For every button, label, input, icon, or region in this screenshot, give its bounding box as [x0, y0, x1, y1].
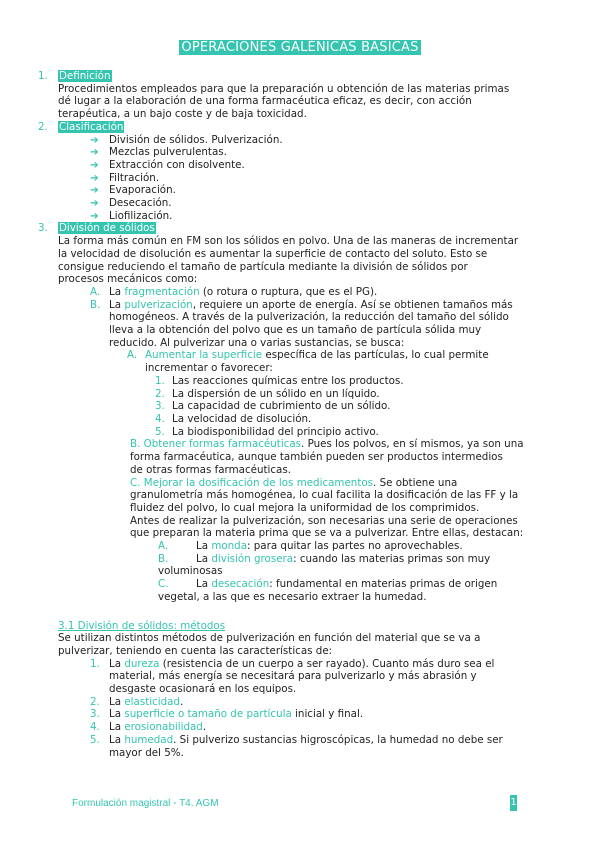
paragraph-line: lleva a la obtención del polvo que es un tamaño de partícula sólida muy — [109, 324, 482, 337]
list-item: 4. La erosionabilidad. — [90, 721, 207, 734]
list-item: 5. La biodisponibilidad del principio activo. — [155, 425, 379, 438]
list-item: 1. Las reacciones químicas entre los productos. — [155, 374, 404, 387]
paragraph-line: Antes de realizar la pulverización, son necesarias una serie de operaciones — [130, 514, 518, 527]
section-heading: 2. Clasificación — [38, 120, 124, 133]
term-b-highlight: división grosera — [211, 552, 294, 565]
list-item: 5. La humedad. Si pulverizo sustancias higroscópicas, la humedad no debe ser — [90, 733, 503, 746]
list-item: A. La fragmentación (o rotura o ruptura, que es el PG). — [90, 285, 378, 298]
paragraph-line: forma farmacéutica, aunque también pueden ser productos intermedios — [130, 451, 503, 464]
arrow-icon: ➔ — [90, 171, 99, 184]
list-item: 3. La capacidad de cubrimiento de un sólido. — [155, 400, 391, 413]
arrow-icon: ➔ — [90, 133, 99, 146]
list-item: ➔ Filtración. — [90, 171, 160, 184]
list-item: ➔ División de sólidos. Pulverización. — [90, 133, 283, 146]
paragraph-line: consigue reduciendo el tamaño de partícula mediante la división de sólidos por — [58, 260, 468, 273]
list-item: 3. La superficie o tamaño de partícula inicial y final. — [90, 708, 364, 721]
arrow-icon: ➔ — [90, 197, 99, 210]
list-item: B. La división grosera: cuando las materias primas son muy — [158, 552, 491, 565]
paragraph-line: que preparan la materia prima que se va a pulverizar. Entre ellas, destacan: — [130, 527, 524, 540]
list-item: ➔ Mezclas pulverulentas. — [90, 146, 227, 159]
list-item: B. Obtener formas farmacéuticas. Pues los polvos, en sí mismos, ya son una — [130, 438, 524, 451]
arrow-icon: ➔ — [90, 146, 99, 159]
footer-text: Formulación magistral - T4. AGM — [72, 798, 219, 809]
page-number: 1 — [510, 795, 517, 811]
term-a: La monda — [196, 540, 248, 553]
list-item: ➔ Desecación. — [90, 197, 172, 210]
list-item: A. La monda: para quitar las partes no aprovechables. — [158, 540, 463, 553]
term-b: La división grosera — [196, 552, 294, 565]
list-item: 1. La dureza (resistencia de un cuerpo a ser rayado). Cuanto más duro sea el — [90, 657, 495, 670]
list-item: 2. La elasticidad. — [90, 695, 184, 708]
list-item: B. La pulverización, requiere un aporte de energía. Así se obtienen tamaños más — [90, 298, 513, 311]
paragraph-line: dé lugar a la elaboración de una forma farmacéutica eficaz, es decir, con acción — [58, 95, 472, 108]
paragraph-line: procesos mecánicos como: — [58, 273, 198, 286]
section-heading: 3. División de sólidos — [38, 222, 155, 235]
paragraph-line: Se utilizan distintos métodos de pulverización en función del material que se va a — [58, 632, 481, 645]
list-item: C. Mejorar la dosificación de los medicamentos. Se obtiene una — [130, 476, 458, 489]
paragraph-line: terapéutica, a un bajo coste y de baja toxicidad. — [58, 108, 307, 121]
paragraph-line: vegetal, a las que es necesario extraer la humedad. — [158, 590, 427, 603]
arrow-icon: ➔ — [90, 209, 99, 222]
term-c-highlight: desecación — [211, 578, 270, 591]
paragraph-line: material, más energía se necesitará para pulverizarlo y más abrasión y — [109, 670, 477, 683]
paragraph-line: de otras formas farmacéuticas. — [130, 463, 291, 476]
paragraph-line: granulometría más homogénea, lo cual facilita la dosificación de las FF y la — [130, 489, 519, 502]
page-title: OPERACIONES GALÉNICAS BÁSICAS — [181, 40, 419, 55]
arrow-icon: ➔ — [90, 158, 99, 171]
paragraph-line: homogéneos. A través de la pulverización, la reducción del tamaño del sólido — [109, 311, 509, 324]
list-item: ➔ Liofilización. — [90, 209, 173, 222]
paragraph-line: mayor del 5%. — [109, 746, 184, 759]
term-a-highlight: monda — [211, 540, 248, 553]
list-item: 4. La velocidad de disolución. — [155, 412, 312, 425]
list-item: C. La desecación: fundamental en materias primas de origen — [158, 578, 498, 591]
paragraph-line: incrementar o favorecer: — [145, 362, 273, 375]
subsection-heading: 3.1 División de sólidos: métodos — [58, 619, 226, 632]
section-heading: 1. Definición — [38, 70, 111, 82]
list-item: A. Aumentar la superficie específica de las partículas, lo cual permite — [127, 349, 489, 362]
paragraph-line: pulverizar, teniendo en cuenta las características de: — [58, 644, 333, 657]
list-item: ➔ Extracción con disolvente. — [90, 158, 245, 171]
list-item: 2. La dispersión de un sólido en un líquido. — [155, 387, 380, 400]
paragraph-line: La forma más común en FM son los sólidos en polvo. Una de las maneras de incrementar — [58, 235, 519, 248]
paragraph-line: voluminosas — [158, 565, 223, 578]
paragraph-line: Procedimientos empleados para que la preparación u obtención de las materias primas — [58, 82, 510, 95]
document-body — [0, 70, 600, 759]
list-item: ➔ Evaporación. — [90, 184, 176, 197]
paragraph-line: la velocidad de disolución es aumentar la superficie de contacto del soluto. Esto se — [58, 247, 488, 260]
arrow-icon: ➔ — [90, 184, 99, 197]
paragraph-line: fluidez del polvo, lo cual mejora la uniformidad de los comprimidos. — [130, 501, 480, 514]
term-c: La desecación — [196, 578, 270, 591]
paragraph-line: desgaste ocasionará en los equipos. — [109, 683, 297, 696]
paragraph-line: reducido. Al pulverizar una o varias sustancias, se busca: — [109, 336, 405, 349]
